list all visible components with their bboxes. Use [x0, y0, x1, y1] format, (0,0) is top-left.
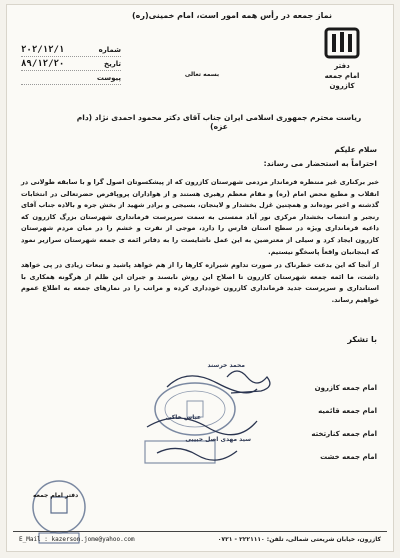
signatory-2: امام جمعه قائمیه — [318, 407, 377, 415]
signature-name-1: محمد خرسند — [207, 362, 245, 369]
addressee: ریاست محترم جمهوری اسلامی ایران جناب آقای دکتر محمود احمدی نژاد (دام عزه) — [76, 113, 362, 131]
basmala: بسمه تعالی — [184, 71, 220, 78]
official-stamp-2-icon — [145, 441, 215, 463]
number-value: ۲۰۲/۱۲/۱ — [21, 44, 65, 55]
signature-name-2: عباس خاکی — [165, 414, 201, 421]
official-stamp-icon — [155, 383, 235, 435]
body-paragraph-1: خبر برکناری غیر منتظره فرماندار مردمی شهرستان کازرون که از پیشکسوتان اصول گرا و با سابقه طولانی در انقلاب و مطیع محض امام (ره) و مقام معظم رهبری هستند و از هواداران پروپاقرص حضرتعالی در انتخابات گذشته و اخیر بوده‌اند و همچنین غزل بخشدار و لاینجان، بسیجی و برادر شهید از بخش جره و بالاده جناب آقای رنجبر و انتصاب بخشدار مرکزی نور آباد ممسنی به سمت سرپرست فرمانداری شهرستان بزرگ کازرون که داعیه فرمانداری ویژه در سطح استان فارس را دارد، موجی از نفرت و خشم را در میان مردم شهرستان کازرون ایجاد کرد و سیلی از معترضین به این عمل ناشایست را به دفاتر ائمه ی جمعه شهرستان سرازیر نمود که اینجانبان واقعاً پاسخگو نیستیم. — [21, 178, 379, 256]
body-paragraph-2: از آنجا که این بدعت خطرناک در صورت تداوم شیرازه کارها را از هم خواهد پاشید و تبعات زیادی در پی خواهد داشت، ما ائمه جمعه شهرستان کازرون تا اصلاح این روش نابسند و جبران این ظلم از هرگونه همکاری با استانداری و سرپرست جدید فرمانداری کازرون خودداری کرده و مراتب را در نمازهای جمعه به اطلاع عموم خواهیم رساند. — [21, 261, 379, 304]
date-value: ۸۹/۱۲/۲۰ — [21, 58, 65, 69]
footer-email: E_Mail : kazerson.jome@yahoo.com — [19, 536, 135, 543]
date-label: تاریخ — [104, 59, 121, 68]
letter-footer — [13, 531, 387, 547]
signatory-1: امام جمعه کازرون — [314, 384, 377, 392]
closing: با تشکر — [347, 335, 377, 344]
signatures-and-stamps — [127, 357, 297, 477]
signatory-3: امام جمعه کنارتخته — [311, 430, 377, 438]
friday-prayer-logo-icon — [322, 25, 362, 61]
attachment-row — [21, 71, 121, 85]
attachment-label: پیوست — [96, 73, 121, 82]
number-row — [21, 43, 121, 57]
greeting: سلام علیکم — [334, 145, 377, 154]
office-name-line-3: کازرون — [329, 82, 355, 90]
office-name-line-2: امام جمعه — [324, 72, 360, 80]
letter-meta — [21, 43, 121, 85]
stamp-caption: دفتر امام جمعه — [33, 492, 79, 499]
number-label: شماره — [98, 45, 121, 54]
letter-page — [6, 4, 394, 552]
office-emblem — [301, 25, 383, 91]
signatory-4: امام جمعه خشت — [320, 453, 377, 461]
footer-address: کازرون، خیابان شریعتی شمالی، تلفن: ۲۲۲۱۱۱۰ - ۰۷۲۱ — [217, 536, 381, 543]
header-quote: نماز جمعه در رأس همه امور است، امام خمینی(ره) — [131, 11, 332, 20]
letter-body — [21, 177, 379, 309]
signature-name-3: سید مهدی اصل حبیبی — [185, 436, 251, 443]
office-name-line-1: دفتر — [334, 62, 350, 70]
date-row — [21, 57, 121, 71]
intro-line: احتراماً به استحضار می رساند: — [263, 159, 377, 168]
